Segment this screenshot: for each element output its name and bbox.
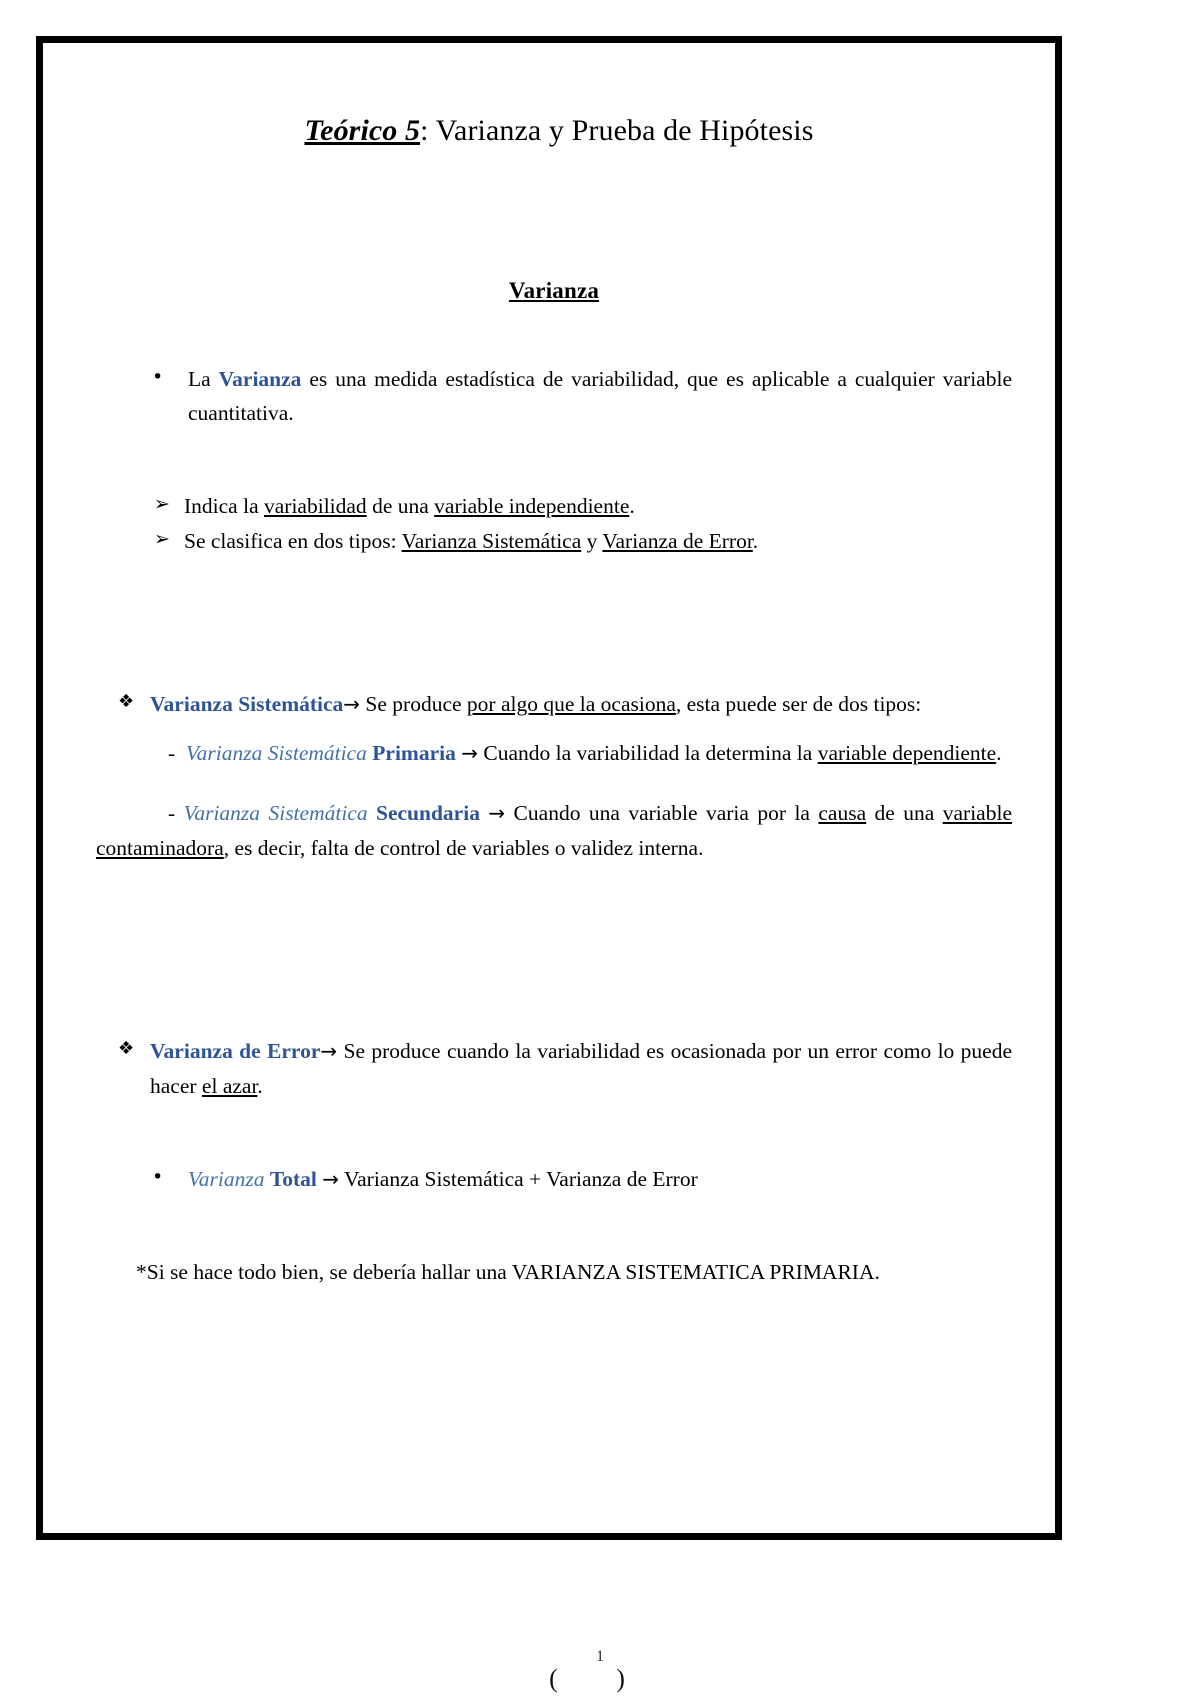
clasifica-u1: Varianza Sistemática	[401, 528, 582, 553]
spacer	[96, 431, 1012, 489]
total-text: Varianza Sistemática + Varianza de Error	[338, 1166, 698, 1191]
varianza-sistematica-text	[150, 687, 1012, 722]
indica-p2: de una	[366, 494, 435, 519]
title-prefix: Teórico 5	[304, 114, 421, 147]
section-heading-varianza: Varianza	[508, 277, 600, 303]
page-title	[96, 112, 1012, 150]
primaria-italic-label: Varianza Sistemática	[185, 740, 367, 765]
error-text-after: .	[257, 1073, 263, 1098]
total-italic-label: Varianza	[188, 1166, 265, 1191]
sistematica-lead-underlined: por algo que la ocasiona	[466, 691, 676, 716]
right-arrow-icon: →	[322, 1166, 339, 1191]
varianza-sistematica-primaria	[96, 736, 1012, 771]
clasifica-text	[184, 524, 1012, 559]
secundaria-underlined-2: variable contaminadora	[96, 801, 1012, 861]
indica-u1: variabilidad	[264, 494, 367, 519]
primaria-text-after: .	[996, 740, 1002, 765]
clasifica-p1: Se clasifica en dos tipos:	[184, 528, 402, 553]
definition-part1: La	[188, 366, 219, 391]
list-item-varianza-sistematica	[96, 687, 1012, 722]
total-bold-label: Total	[269, 1166, 317, 1191]
spacer	[96, 994, 1012, 1034]
diamond-bullet-icon: ❖	[118, 1038, 135, 1060]
round-bullet-icon: •	[152, 1165, 164, 1188]
right-arrow-icon: →	[488, 801, 506, 826]
title-rest: : Varianza y Prueba de Hipótesis	[420, 114, 814, 147]
varianza-sistematica-heading: Varianza Sistemática	[150, 691, 344, 716]
list-item-indica	[96, 489, 1012, 524]
page-number: 1	[596, 1648, 604, 1665]
varianza-de-error-text	[150, 1034, 1012, 1104]
indica-text	[184, 489, 1012, 524]
definition-highlight: Varianza	[218, 366, 302, 391]
secundaria-italic-label: Varianza Sistemática	[183, 801, 368, 826]
right-arrow-icon: →	[320, 1039, 338, 1064]
secundaria-bold-label: Secundaria	[376, 801, 480, 826]
spacer	[96, 304, 1012, 362]
definition-part2: es una medida estadística de variabilidad, que es aplicable a cualquier variable cuantitativa.	[188, 366, 1012, 426]
varianza-sistematica-secundaria	[96, 796, 1012, 866]
list-item-varianza-total	[96, 1162, 1012, 1197]
list-item-definition	[96, 362, 1012, 432]
diamond-bullet-icon: ❖	[118, 690, 135, 712]
primaria-bold-label: Primaria	[372, 740, 456, 765]
dash-bullet-icon: -	[168, 801, 176, 826]
round-bullet-icon: •	[152, 365, 164, 388]
list-item-clasifica	[96, 524, 1012, 559]
spacer	[96, 1104, 1012, 1162]
primaria-underlined: variable dependiente	[817, 740, 997, 765]
definition-text	[188, 362, 1012, 432]
spacer	[96, 722, 1012, 736]
sistematica-lead-before: Se produce	[360, 691, 467, 716]
right-arrow-icon: →	[461, 740, 478, 765]
list-item-varianza-de-error	[96, 1034, 1012, 1104]
secundaria-text-mid: de una	[866, 801, 943, 826]
indica-p1: Indica la	[184, 494, 264, 519]
arrow-bullet-icon: ➢	[154, 493, 170, 516]
sistematica-lead-after: , esta puede ser de dos tipos:	[675, 691, 922, 716]
indica-p3: .	[629, 494, 635, 519]
clasifica-u2: Varianza de Error	[602, 528, 753, 553]
clasifica-p3: .	[752, 528, 759, 553]
document-content	[96, 112, 1012, 1289]
indica-u2: variable independiente	[434, 494, 630, 519]
spacer	[96, 559, 1012, 687]
dash-bullet-icon: -	[168, 740, 176, 765]
secundaria-text-after: , es decir, falta de control de variables o validez interna.	[223, 836, 704, 861]
right-arrow-icon: →	[343, 691, 361, 716]
spacer	[96, 1197, 1012, 1255]
spacer	[96, 866, 1012, 994]
error-text-before: Se produce cuando la variabilidad es ocasionada por un error como lo puede hacer	[150, 1039, 1012, 1098]
clasifica-p2: y	[581, 528, 603, 553]
error-underlined: el azar	[201, 1073, 258, 1098]
secundaria-underlined-1: causa	[818, 801, 867, 826]
varianza-total-text	[188, 1162, 1012, 1197]
spacer	[96, 770, 1012, 796]
primaria-text-before: Cuando la variabilidad la determina la	[477, 740, 818, 765]
spacer	[96, 150, 1012, 278]
secundaria-text-before: Cuando una variable varia por la	[505, 801, 819, 826]
closing-note: *Si se hace todo bien, se debería hallar una VARIANZA SISTEMATICA PRIMARIA.	[136, 1259, 880, 1284]
arrow-bullet-icon: ➢	[154, 527, 170, 550]
varianza-de-error-heading: Varianza de Error	[150, 1039, 321, 1064]
footer-marks: ( )	[549, 1664, 651, 1693]
